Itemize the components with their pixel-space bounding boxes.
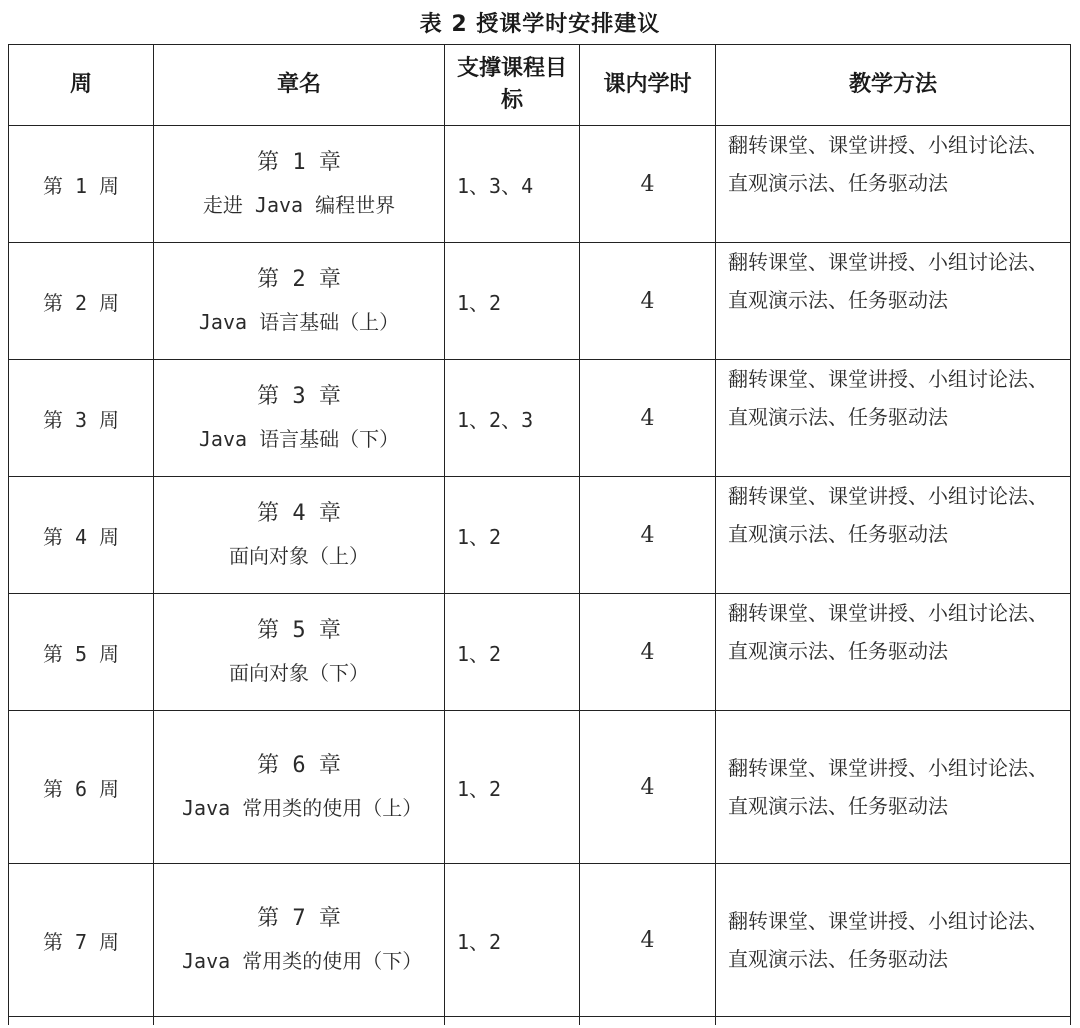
table-row-partial bbox=[9, 1017, 1071, 1026]
method-cell: 翻转课堂、课堂讲授、小组讨论法、直观演示法、任务驱动法 bbox=[716, 360, 1071, 477]
chapter-name: Java 语言基础（下） bbox=[198, 427, 400, 451]
chapter-name: Java 常用类的使用（上） bbox=[182, 796, 423, 820]
week-cell: 第 7 周 bbox=[9, 864, 154, 1017]
table-row bbox=[9, 126, 1071, 243]
method-cell: 翻转课堂、课堂讲授、小组讨论法、直观演示法、任务驱动法 bbox=[716, 864, 1071, 1017]
week-cell: 第 6 周 bbox=[9, 711, 154, 864]
empty-cell bbox=[9, 1017, 154, 1026]
week-cell: 第 2 周 bbox=[9, 243, 154, 360]
hours-cell: 4 bbox=[580, 477, 716, 594]
chapter-name: 走进 Java 编程世界 bbox=[202, 193, 396, 217]
empty-cell bbox=[580, 1017, 716, 1026]
chapter-cell bbox=[154, 864, 445, 1017]
header-week: 周 bbox=[9, 45, 154, 126]
chapter-name: 面向对象（上） bbox=[229, 544, 369, 568]
goals-cell: 1、2 bbox=[445, 243, 580, 360]
chapter-cell bbox=[154, 477, 445, 594]
goals-cell: 1、2 bbox=[445, 864, 580, 1017]
header-hours: 课内学时 bbox=[580, 45, 716, 126]
week-cell: 第 1 周 bbox=[9, 126, 154, 243]
table-row bbox=[9, 864, 1071, 1017]
hours-cell: 4 bbox=[580, 126, 716, 243]
hours-cell: 4 bbox=[580, 594, 716, 711]
week-cell: 第 5 周 bbox=[9, 594, 154, 711]
chapter-name: Java 常用类的使用（下） bbox=[182, 949, 423, 973]
hours-cell: 4 bbox=[580, 243, 716, 360]
chapter-cell bbox=[154, 711, 445, 864]
table-row bbox=[9, 243, 1071, 360]
empty-cell bbox=[154, 1017, 445, 1026]
method-cell: 翻转课堂、课堂讲授、小组讨论法、直观演示法、任务驱动法 bbox=[716, 243, 1071, 360]
empty-cell bbox=[445, 1017, 580, 1026]
chapter-cell bbox=[154, 594, 445, 711]
method-cell: 翻转课堂、课堂讲授、小组讨论法、直观演示法、任务驱动法 bbox=[716, 477, 1071, 594]
goals-cell: 1、2 bbox=[445, 711, 580, 864]
hours-cell: 4 bbox=[580, 360, 716, 477]
chapter-name: Java 语言基础（上） bbox=[198, 310, 400, 334]
method-cell: 翻转课堂、课堂讲授、小组讨论法、直观演示法、任务驱动法 bbox=[716, 711, 1071, 864]
table-row bbox=[9, 360, 1071, 477]
chapter-number: 第 3 章 bbox=[257, 384, 341, 409]
table-caption: 表 2 授课学时安排建议 bbox=[419, 12, 661, 37]
chapter-number: 第 2 章 bbox=[257, 267, 341, 292]
chapter-cell bbox=[154, 360, 445, 477]
hours-cell: 4 bbox=[580, 864, 716, 1017]
week-cell: 第 3 周 bbox=[9, 360, 154, 477]
header-method: 教学方法 bbox=[716, 45, 1071, 126]
table-row bbox=[9, 711, 1071, 864]
goals-cell: 1、2 bbox=[445, 477, 580, 594]
empty-cell bbox=[716, 1017, 1071, 1026]
table-row bbox=[9, 477, 1071, 594]
goals-cell: 1、2 bbox=[445, 594, 580, 711]
hours-cell: 4 bbox=[580, 711, 716, 864]
week-cell: 第 4 周 bbox=[9, 477, 154, 594]
chapter-number: 第 7 章 bbox=[257, 906, 341, 931]
header-chapter: 章名 bbox=[154, 45, 445, 126]
header-row bbox=[9, 45, 1071, 126]
chapter-number: 第 4 章 bbox=[257, 501, 341, 526]
chapter-number: 第 6 章 bbox=[257, 753, 341, 778]
chapter-name: 面向对象（下） bbox=[229, 661, 369, 685]
header-goals: 支撑课程目标 bbox=[445, 45, 580, 126]
chapter-cell bbox=[154, 126, 445, 243]
goals-cell: 1、3、4 bbox=[445, 126, 580, 243]
goals-cell: 1、2、3 bbox=[445, 360, 580, 477]
chapter-cell bbox=[154, 243, 445, 360]
table-row bbox=[9, 594, 1071, 711]
chapter-number: 第 5 章 bbox=[257, 618, 341, 643]
method-cell: 翻转课堂、课堂讲授、小组讨论法、直观演示法、任务驱动法 bbox=[716, 126, 1071, 243]
schedule-table bbox=[8, 44, 1071, 1025]
method-cell: 翻转课堂、课堂讲授、小组讨论法、直观演示法、任务驱动法 bbox=[716, 594, 1071, 711]
chapter-number: 第 1 章 bbox=[257, 150, 341, 175]
